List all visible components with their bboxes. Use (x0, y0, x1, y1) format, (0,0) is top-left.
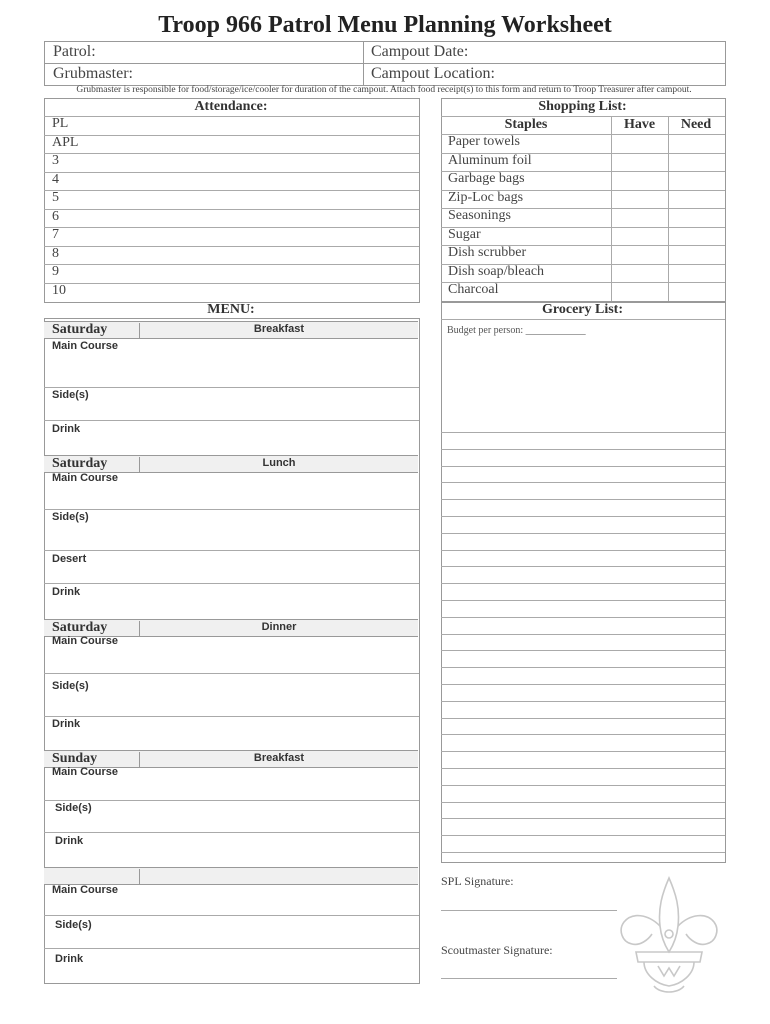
grocery-line[interactable] (441, 583, 725, 584)
page-title: Troop 966 Patrol Menu Planning Worksheet (158, 12, 612, 38)
grocery-line[interactable] (441, 566, 725, 567)
attendance-row[interactable]: 7 (52, 227, 59, 242)
menu-meal: Dinner (139, 621, 418, 636)
menu-section-header (44, 867, 418, 885)
grocery-line[interactable] (441, 466, 725, 467)
menu-field-label[interactable]: Side(s) (52, 389, 89, 401)
shopping-item: Charcoal (448, 282, 499, 297)
attendance-heading: Attendance: (194, 99, 268, 114)
attendance-row[interactable]: 5 (52, 190, 59, 205)
spl-signature-line[interactable] (441, 910, 617, 911)
grocery-line[interactable] (441, 852, 725, 853)
grocery-line[interactable] (441, 449, 725, 450)
menu-field-label[interactable]: Main Course (52, 884, 119, 896)
shopping-item: Sugar (448, 226, 481, 242)
shopping-item: Seasonings (448, 208, 511, 223)
grocery-line[interactable] (441, 617, 725, 618)
grocery-line[interactable] (441, 600, 725, 601)
grubmaster-note: Grubmaster is responsible for food/storage/ice/cooler for duration of the campout. Attach food receipt(s) to this form and return to Troop Treasurer after campout. (76, 85, 692, 95)
menu-field-label[interactable]: Drink (55, 953, 84, 965)
grocery-line[interactable] (441, 785, 725, 786)
menu-field-label[interactable]: Drink (52, 718, 81, 730)
menu-section-header (44, 455, 418, 473)
menu-field-label[interactable]: Drink (52, 423, 81, 435)
shopping-item: Dish scrubber (448, 245, 527, 260)
menu-field-label[interactable]: Main Course (52, 635, 119, 647)
grocery-line[interactable] (441, 499, 725, 500)
shopping-heading: Shopping List: (538, 99, 627, 114)
menu-meal: Lunch (139, 457, 418, 472)
grocery-line[interactable] (441, 701, 725, 702)
menu-day: Sunday (52, 751, 98, 766)
menu-section-header (44, 321, 418, 339)
menu-field-label[interactable]: Side(s) (55, 802, 92, 814)
menu-field-label[interactable]: Main Course (52, 340, 119, 352)
grocery-line[interactable] (441, 634, 725, 635)
menu-day: Saturday (52, 322, 108, 337)
campout-date-field[interactable]: Campout Date: (371, 43, 469, 60)
grocery-line[interactable] (441, 550, 725, 551)
grocery-line[interactable] (441, 650, 725, 651)
col-need: Need (680, 117, 712, 132)
menu-field-label[interactable]: Main Course (52, 472, 119, 484)
menu-meal: Breakfast (139, 323, 418, 338)
patrol-field[interactable]: Patrol: (53, 43, 96, 60)
col-staples: Staples (504, 117, 548, 132)
grocery-line[interactable] (441, 768, 725, 769)
menu-field-label[interactable]: Drink (55, 835, 84, 847)
attendance-row[interactable]: 3 (52, 153, 59, 168)
shopping-item: Garbage bags (448, 171, 525, 186)
fleur-de-lis-eagle-icon (614, 874, 724, 998)
attendance-row[interactable]: PL (52, 116, 69, 131)
grocery-line[interactable] (441, 516, 725, 517)
grocery-line[interactable] (441, 718, 725, 719)
menu-field-label[interactable]: Side(s) (52, 511, 89, 523)
attendance-row[interactable]: APL (52, 134, 79, 150)
menu-day: Saturday (52, 456, 108, 471)
col-have: Have (623, 117, 656, 132)
grocery-line[interactable] (441, 802, 725, 803)
grocery-line[interactable] (441, 432, 725, 433)
header-box (44, 41, 726, 86)
menu-field-label[interactable]: Side(s) (52, 680, 89, 692)
campout-location-field[interactable]: Campout Location: (371, 65, 495, 82)
grocery-line[interactable] (441, 482, 725, 483)
menu-meal (139, 869, 418, 884)
shopping-item: Zip-Loc bags (448, 189, 524, 205)
attendance-box (44, 98, 420, 303)
scoutmaster-signature-label: Scoutmaster Signature: (441, 943, 553, 957)
shopping-item: Dish soap/bleach (448, 263, 545, 279)
attendance-row[interactable]: 4 (52, 171, 59, 187)
spl-signature-label: SPL Signature: (441, 874, 514, 888)
attendance-row[interactable]: 10 (52, 282, 66, 298)
shopping-item: Aluminum foil (448, 152, 532, 168)
menu-field-label[interactable]: Side(s) (55, 919, 92, 931)
grocery-line[interactable] (441, 751, 725, 752)
grocery-line[interactable] (441, 835, 725, 836)
grocery-line[interactable] (441, 533, 725, 534)
budget-per-person[interactable]: Budget per person: ____________ (447, 325, 586, 336)
menu-day: Saturday (52, 620, 108, 635)
menu-field-label[interactable]: Desert (52, 553, 87, 565)
menu-field-label[interactable]: Drink (52, 586, 81, 598)
grubmaster-field[interactable]: Grubmaster: (53, 65, 133, 82)
menu-field-label[interactable]: Main Course (52, 766, 119, 778)
grocery-line[interactable] (441, 667, 725, 668)
grocery-line[interactable] (441, 734, 725, 735)
grocery-line[interactable] (441, 684, 725, 685)
menu-meal: Breakfast (139, 752, 418, 767)
scoutmaster-signature-line[interactable] (441, 978, 617, 979)
grocery-heading: Grocery List: (542, 302, 623, 317)
grocery-box (441, 301, 726, 863)
grocery-line[interactable] (441, 818, 725, 819)
attendance-row[interactable]: 6 (52, 208, 59, 224)
shopping-item: Paper towels (448, 134, 520, 149)
attendance-row[interactable]: 8 (52, 245, 59, 261)
attendance-row[interactable]: 9 (52, 264, 59, 279)
menu-heading: MENU: (207, 302, 255, 317)
